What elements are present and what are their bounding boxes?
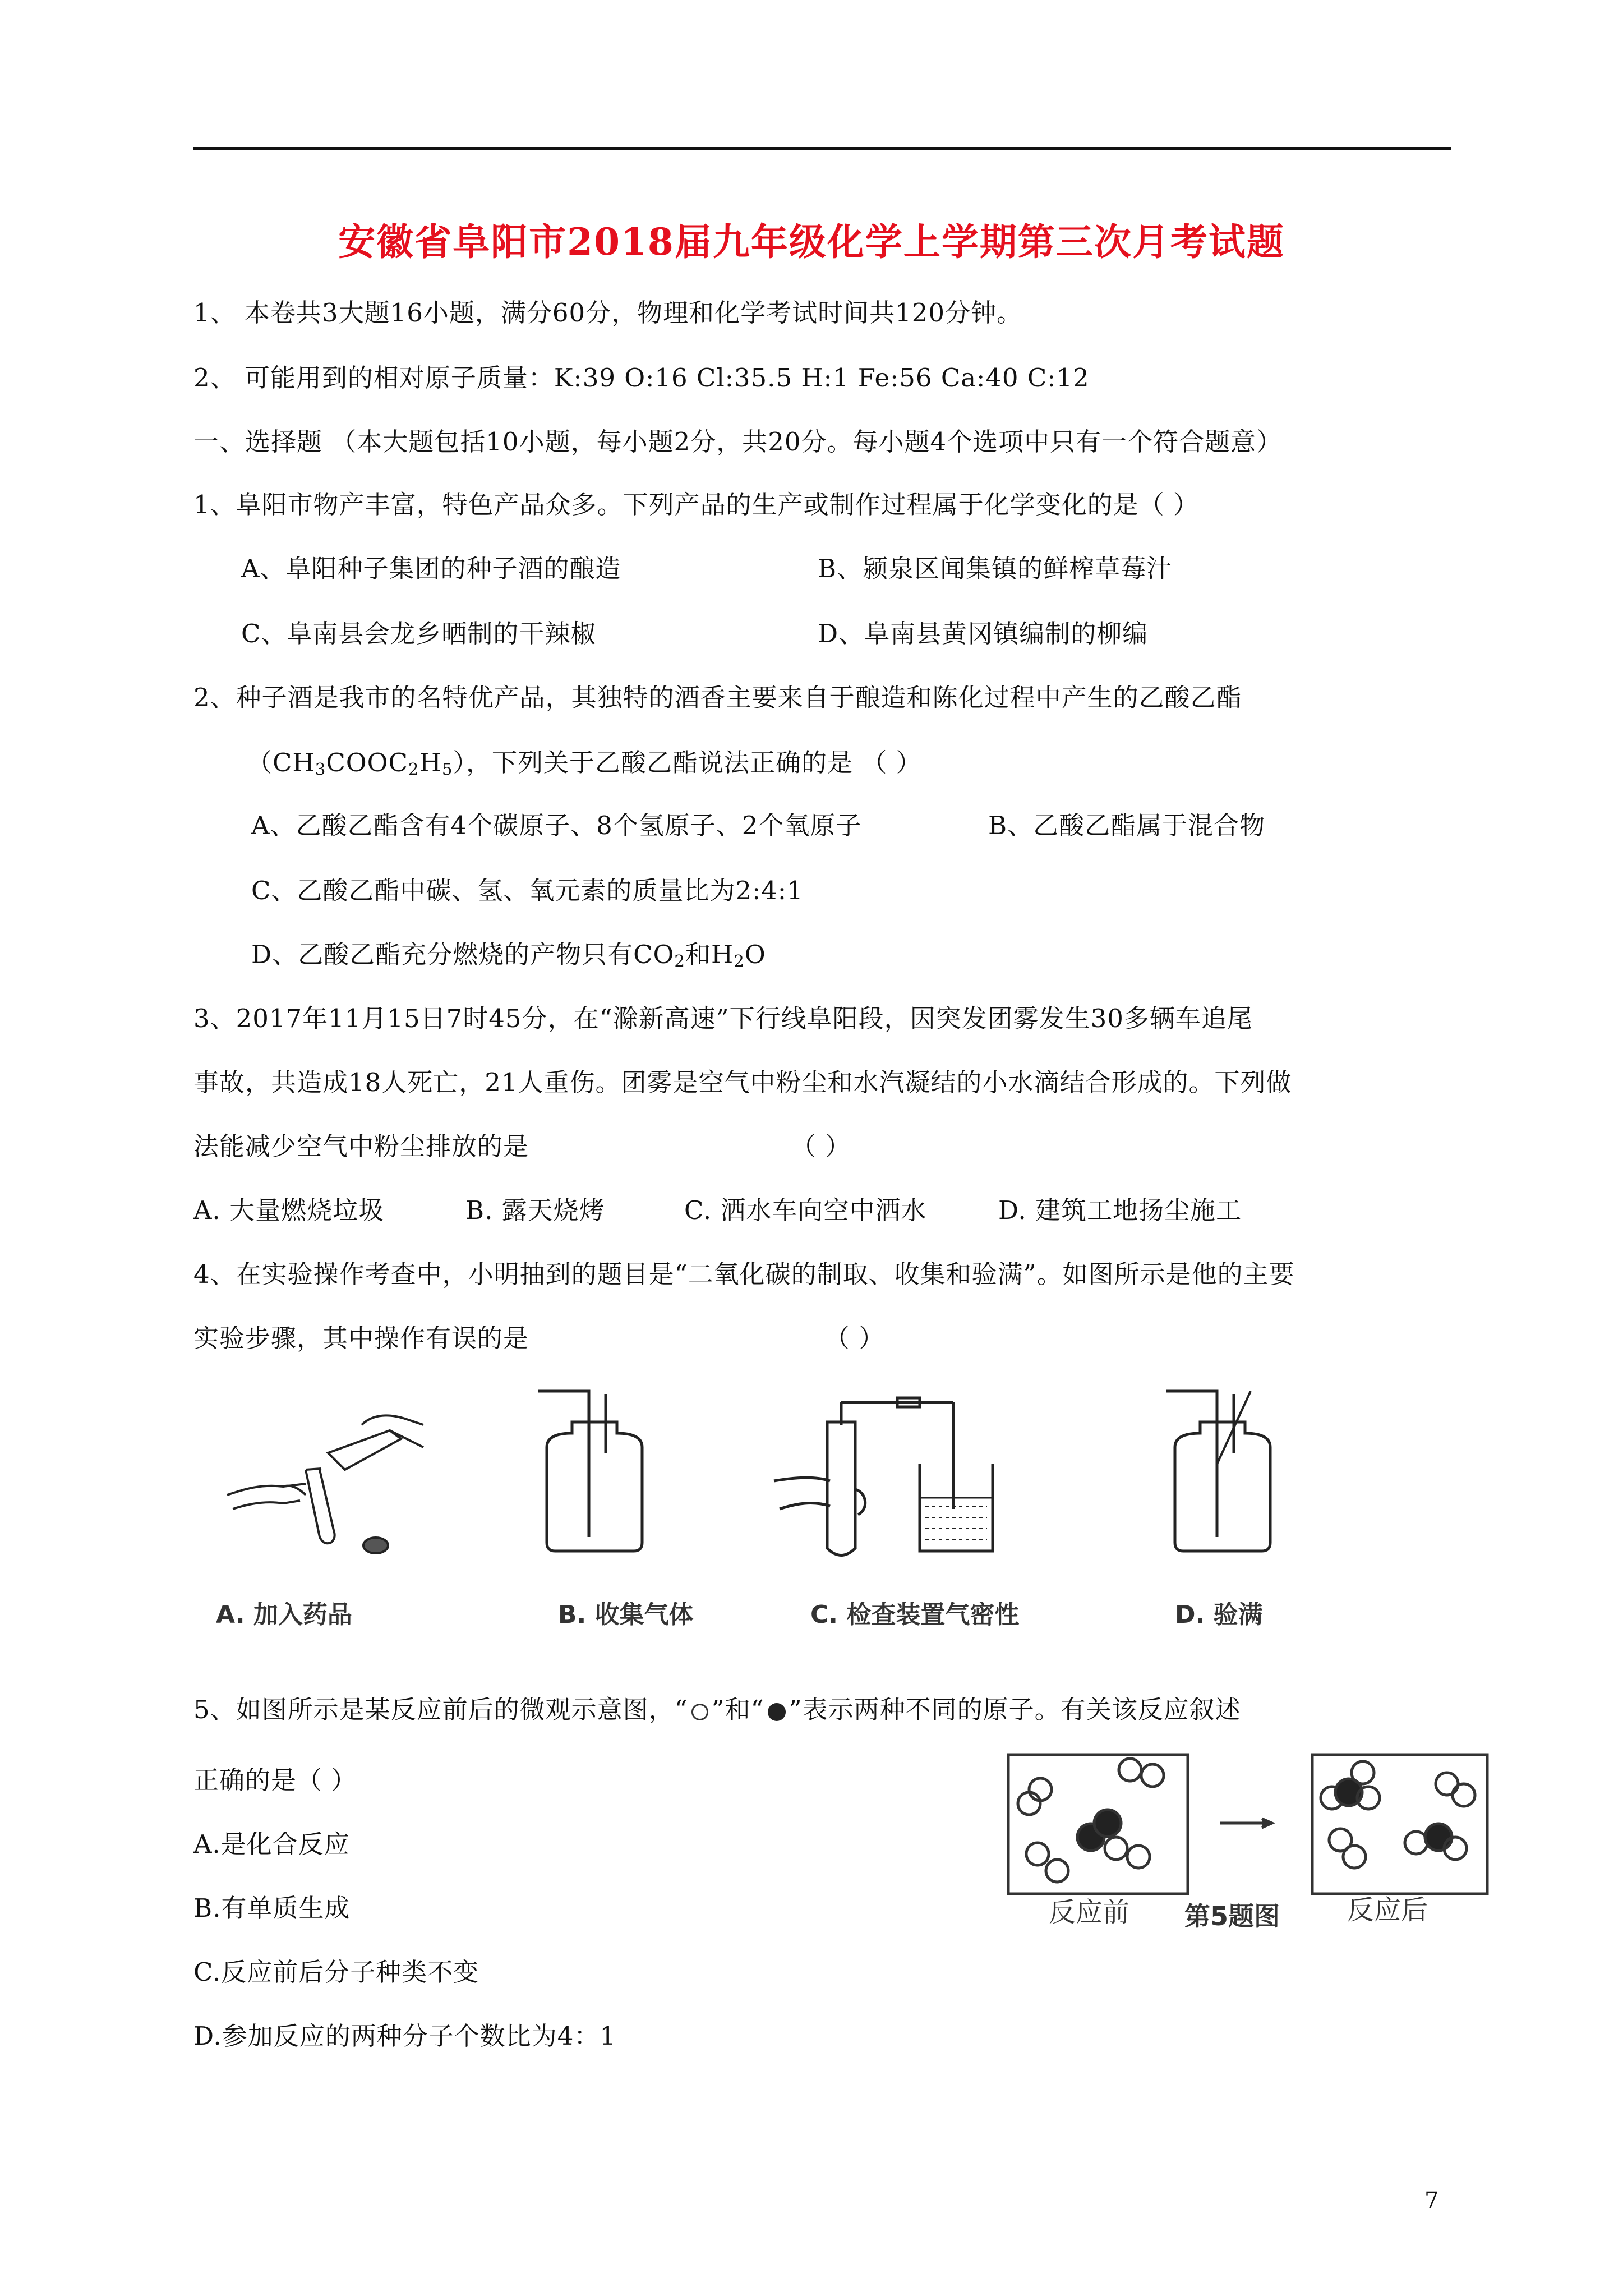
question-1-stem: 1、阜阳市物产丰富，特色产品众多。下列产品的生产或制作过程属于化学变化的是（ ）: [193, 490, 1199, 519]
section-heading: 一、选择题 （本大题包括10小题，每小题2分，共20分。每小题4个选项中只有一个符合题意）: [193, 427, 1283, 457]
question-1-option-b: B、颍泉区闻集镇的鲜榨草莓汁: [818, 554, 1173, 583]
figure-adding-reagent: [222, 1386, 446, 1554]
question-3-line-2: 事故，共造成18人死亡，21人重伤。团雾是空气中粉尘和水汽凝结的小水滴结合形成的。下列做: [193, 1068, 1292, 1097]
question-3-option-a: A. 大量燃烧垃圾: [193, 1195, 385, 1225]
question-2-stem: 2、种子酒是我市的名特优产品，其独特的酒香主要来自于酿造和陈化过程中产生的乙酸乙酯: [193, 683, 1242, 712]
figure-caption-a: A. 加入药品: [216, 1600, 352, 1629]
question-2-option-d: D、乙酸乙酯充分燃烧的产物只有$CO_2$和$H_2O$: [251, 940, 766, 970]
figure-verify-full: [1155, 1380, 1295, 1554]
page-number: 7: [1424, 2188, 1439, 2214]
question-1-option-a: A、阜阳种子集团的种子酒的酿造: [241, 554, 621, 583]
figure-gas-collection: [527, 1380, 662, 1554]
question-4-bracket: （ ）: [824, 1323, 885, 1353]
question-1-option-c: C、阜南县会龙乡晒制的干辣椒: [241, 619, 597, 648]
after-box: [1312, 1755, 1487, 1894]
question-2-option-b: B、乙酸乙酯属于混合物: [988, 811, 1266, 840]
figure-caption-b: B. 收集气体: [558, 1600, 694, 1629]
reaction-diagram: [1004, 1750, 1492, 1896]
question-5-option-a: A.是化合反应: [193, 1829, 350, 1859]
question-2-option-c: C、乙酸乙酯中碳、氢、氧元素的质量比为2:4:1: [251, 876, 804, 905]
page-title: 安徽省阜阳市2018届九年级化学上学期第三次月考试题: [338, 220, 1285, 264]
white-atom-icon: [691, 1704, 708, 1720]
black-atom-icon: [768, 1703, 786, 1721]
figure-airtightness-check: [768, 1380, 1094, 1559]
question-5-option-c: C.反应前后分子种类不变: [193, 1957, 479, 1987]
question-5-line-2: 正确的是（ ）: [193, 1765, 357, 1795]
reaction-figure-label: 第5题图: [1184, 1901, 1280, 1931]
question-4-line-1: 4、在实验操作考查中，小明抽到的题目是“二氧化碳的制取、收集和验满”。如图所示是他的主要: [193, 1259, 1295, 1289]
question-2-stem-2: $(CH_3COOC_2H_5)$，下列关于乙酸乙酯说法正确的是 （ ）: [247, 748, 922, 779]
figure-caption-d: D. 验满: [1175, 1600, 1263, 1629]
question-4-line-2: 实验步骤，其中操作有误的是: [193, 1323, 529, 1353]
note-2: 2、 可能用到的相对原子质量：K:39 O:16 Cl:35.5 H:1 Fe:56 Ca:40 C:12: [193, 363, 1090, 393]
question-5-line-1: 5、如图所示是某反应前后的微观示意图，“ ”和“ ”表示两种不同的原子。有关该反应叙述: [193, 1695, 1241, 1724]
question-3-option-c: C. 洒水车向空中洒水: [684, 1195, 927, 1225]
question-3-option-d: D. 建筑工地扬尘施工: [998, 1195, 1242, 1225]
question-3-line-3: 法能减少空气中粉尘排放的是: [193, 1131, 529, 1161]
question-3-line-1: 3、2017年11月15日7时45分，在“滁新高速”下行线阜阳段，因突发团雾发生30多辆车追尾: [193, 1004, 1253, 1033]
top-rule: [193, 147, 1451, 150]
question-3-option-b: B. 露天烧烤: [465, 1195, 605, 1225]
question-5-option-b: B.有单质生成: [193, 1893, 351, 1923]
figure-caption-c: C. 检查装置气密性: [810, 1600, 1020, 1629]
question-5-option-d: D.参加反应的两种分子个数比为4：1: [193, 2021, 617, 2051]
question-3-bracket: （ ）: [791, 1131, 851, 1161]
reaction-before-label: 反应前: [1049, 1897, 1130, 1928]
question-1-option-d: D、阜南县黄冈镇编制的柳编: [818, 619, 1149, 648]
note-1: 1、 本卷共3大题16小题，满分60分，物理和化学考试时间共120分钟。: [193, 298, 1022, 328]
question-2-option-a: A、乙酸乙酯含有4个碳原子、8个氢原子、2个氧原子: [251, 811, 862, 840]
reaction-after-label: 反应后: [1347, 1894, 1428, 1926]
